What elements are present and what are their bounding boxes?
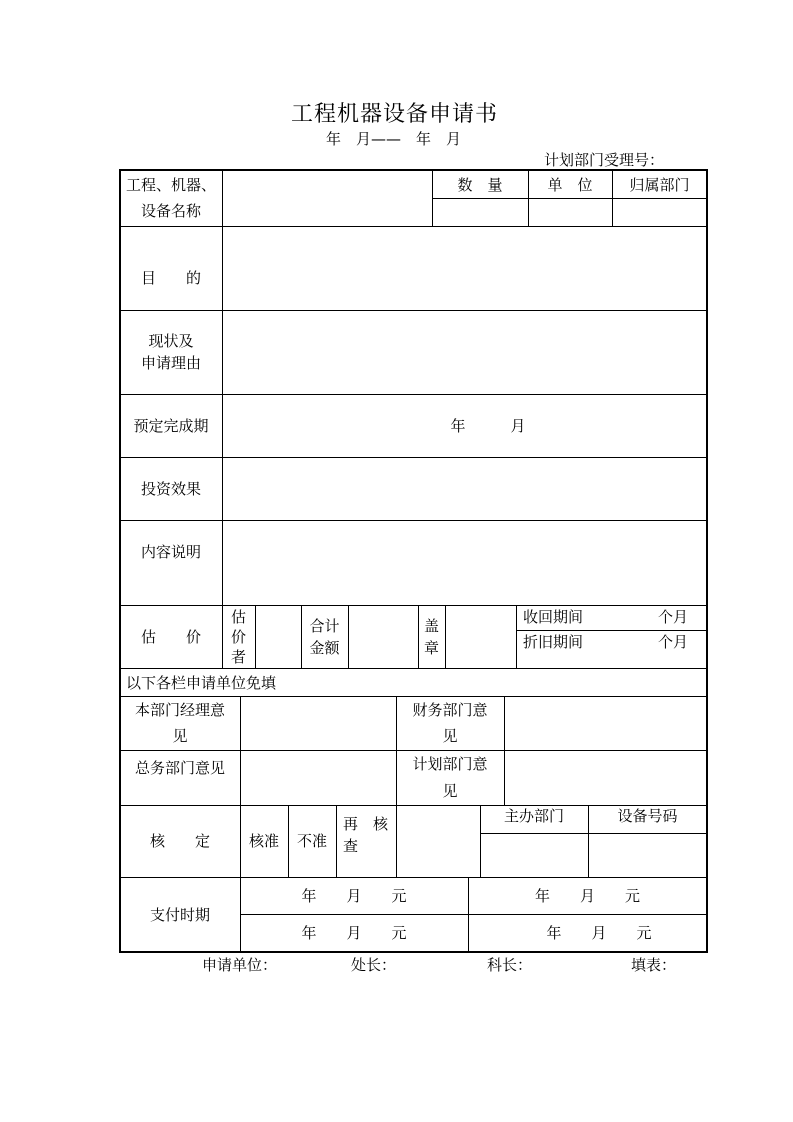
general-affairs-opinion-field[interactable]	[241, 751, 396, 805]
payment-period-label: 支付时期	[149, 905, 210, 924]
reject-option[interactable]: 不准	[296, 832, 327, 850]
payback-period-unit[interactable]: 个月	[658, 608, 689, 626]
planning-opinion-label-line1: 计划部门意	[412, 754, 488, 773]
status-reason-field[interactable]	[223, 311, 707, 394]
planning-opinion-label	[396, 750, 504, 805]
estimator-field[interactable]	[256, 606, 301, 668]
payback-period-label: 收回期间	[523, 608, 584, 626]
unit-field[interactable]	[529, 199, 612, 226]
payment-entry[interactable]: 年 月 元	[301, 924, 407, 942]
estimator-char-1: 估	[230, 607, 246, 626]
estimator-label	[222, 605, 255, 668]
payment-entry[interactable]: 年 月 元	[534, 886, 640, 905]
content-description-label: 内容说明	[140, 543, 201, 561]
approve-option[interactable]: 核准	[248, 832, 279, 850]
investment-effect-field[interactable]	[223, 458, 707, 520]
manager-opinion-field[interactable]	[241, 697, 396, 750]
equipment-code-field[interactable]	[589, 834, 707, 877]
finance-opinion-label-line2: 见	[442, 727, 458, 745]
department-header: 归属部门	[629, 176, 690, 194]
equipment-name-field[interactable]	[223, 171, 432, 226]
equipment-name-label-line2: 设备名称	[140, 202, 201, 220]
host-department-header: 主办部门	[503, 807, 564, 825]
estimator-char-2: 价	[230, 627, 246, 646]
finance-opinion-field[interactable]	[505, 697, 707, 750]
approval-remarks-field[interactable]	[397, 806, 480, 877]
seal-field[interactable]	[446, 606, 516, 668]
section-chief-label: 科长：	[487, 956, 533, 974]
receipt-number-label: 计划部门受理号：	[544, 151, 665, 169]
seal-label	[418, 605, 445, 668]
recheck-option[interactable]	[336, 812, 396, 858]
investment-effect-label: 投资效果	[140, 479, 201, 498]
status-reason-label-line1: 现状及	[148, 332, 194, 350]
unit-header: 单 位	[547, 176, 593, 194]
recheck-option-line1: 再 核	[343, 815, 389, 833]
column-divider	[516, 605, 517, 668]
planning-opinion-label-line2: 见	[442, 781, 458, 800]
section-note: 以下各栏申请单位免填	[126, 674, 277, 692]
quantity-field[interactable]	[433, 199, 528, 226]
department-field[interactable]	[613, 199, 707, 226]
filled-by-label: 填表：	[631, 956, 677, 974]
depreciation-period-unit[interactable]: 个月	[658, 633, 689, 651]
total-amount-field[interactable]	[349, 606, 418, 668]
general-affairs-opinion-label: 总务部门意见	[134, 759, 225, 777]
total-amount-label-line1: 合计	[309, 616, 340, 635]
director-label: 处长：	[351, 956, 397, 974]
host-department-field[interactable]	[481, 834, 588, 877]
depreciation-period-label: 折旧期间	[523, 633, 584, 651]
status-reason-label-line2: 申请理由	[140, 354, 201, 372]
finance-opinion-label-line1: 财务部门意	[412, 701, 488, 719]
quantity-header: 数 量	[457, 176, 503, 194]
total-amount-label-line2: 金额	[309, 638, 340, 657]
equipment-name-label	[120, 170, 222, 226]
approval-label: 核 定	[149, 832, 210, 850]
seal-char-2: 章	[423, 638, 439, 657]
payment-entry[interactable]: 年 月 元	[301, 886, 407, 905]
applicant-unit-label: 申请单位：	[202, 956, 278, 974]
manager-opinion-label-line1: 本部门经理意	[134, 701, 225, 719]
total-amount-label	[301, 605, 348, 668]
equipment-code-header: 设备号码	[617, 807, 678, 825]
planning-opinion-field[interactable]	[505, 751, 707, 805]
manager-opinion-label	[120, 696, 240, 750]
estimate-label: 估 价	[140, 627, 201, 646]
equipment-name-label-line1: 工程、机器、	[125, 176, 216, 194]
seal-char-1: 盖	[423, 616, 439, 635]
recheck-option-line2: 查	[343, 837, 359, 855]
estimator-char-3: 者	[230, 647, 246, 666]
row-divider	[120, 668, 707, 669]
payment-entry[interactable]: 年 月 元	[546, 924, 652, 942]
purpose-field[interactable]	[223, 227, 707, 310]
manager-opinion-label-line2: 见	[172, 727, 188, 745]
content-description-field[interactable]	[223, 521, 707, 605]
status-reason-label	[120, 310, 222, 394]
purpose-label: 目 的	[140, 269, 201, 287]
period-line: 年 月—— 年 月	[326, 130, 462, 148]
form-title: 工程机器设备申请书	[291, 102, 499, 127]
finance-opinion-label	[396, 696, 504, 750]
completion-date-value[interactable]: 年 月	[450, 416, 526, 435]
completion-date-label: 预定完成期	[133, 416, 209, 435]
